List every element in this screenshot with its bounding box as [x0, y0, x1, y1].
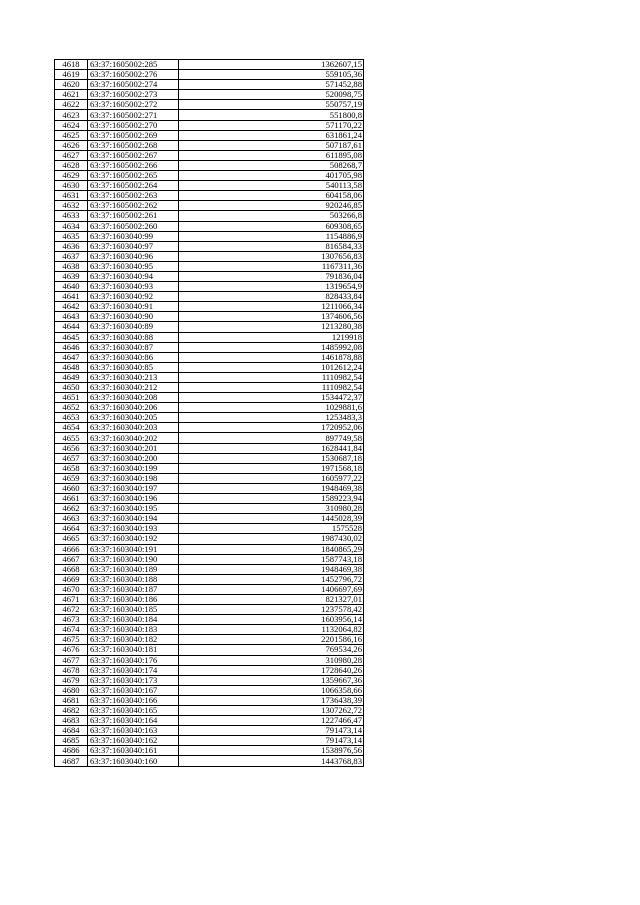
- cadastral-value-cell: 791473,14: [179, 736, 364, 746]
- row-number-cell: 4633: [55, 211, 88, 221]
- cadastral-number-cell: 63:37:1603040:88: [88, 332, 179, 342]
- cadastral-value-cell: 1319654,9: [179, 282, 364, 292]
- cadastral-value-cell: 1167311,36: [179, 261, 364, 271]
- table-row: [55, 726, 364, 736]
- cadastral-value-cell: 1445028,39: [179, 514, 364, 524]
- table-row: [55, 483, 364, 493]
- row-number-cell: 4624: [55, 120, 88, 130]
- table-row: [55, 181, 364, 191]
- row-number-cell: 4679: [55, 675, 88, 685]
- row-number-cell: 4680: [55, 685, 88, 695]
- table-row: [55, 685, 364, 695]
- table-row: [55, 594, 364, 604]
- cadastral-value-cell: 503266,8: [179, 211, 364, 221]
- table-row: [55, 635, 364, 645]
- cadastral-value-cell: 1362607,15: [179, 60, 364, 70]
- cadastral-value-cell: 1987430,02: [179, 534, 364, 544]
- table-row: [55, 393, 364, 403]
- table-row: [55, 150, 364, 160]
- table-row: [55, 453, 364, 463]
- table-row: [55, 433, 364, 443]
- row-number-cell: 4638: [55, 261, 88, 271]
- cadastral-number-cell: 63:37:1603040:184: [88, 615, 179, 625]
- cadastral-value-cell: 550757,19: [179, 100, 364, 110]
- table-body: [55, 60, 364, 767]
- row-number-cell: 4620: [55, 80, 88, 90]
- row-number-cell: 4668: [55, 564, 88, 574]
- cadastral-value-cell: 1948469,38: [179, 483, 364, 493]
- cadastral-value-cell: 1736438,39: [179, 695, 364, 705]
- row-number-cell: 4676: [55, 645, 88, 655]
- table-row: [55, 544, 364, 554]
- cadastral-number-cell: 63:37:1603040:165: [88, 706, 179, 716]
- cadastral-value-cell: 611895,08: [179, 150, 364, 160]
- table-row: [55, 625, 364, 635]
- cadastral-number-cell: 63:37:1603040:96: [88, 251, 179, 261]
- row-number-cell: 4675: [55, 635, 88, 645]
- table-row: [55, 90, 364, 100]
- table-row: [55, 211, 364, 221]
- table-row: [55, 514, 364, 524]
- cadastral-value-cell: 1840865,29: [179, 544, 364, 554]
- row-number-cell: 4639: [55, 271, 88, 281]
- cadastral-value-cell: 1066358,66: [179, 685, 364, 695]
- cadastral-number-cell: 63:37:1605002:267: [88, 150, 179, 160]
- row-number-cell: 4665: [55, 534, 88, 544]
- cadastral-value-cell: 507187,61: [179, 140, 364, 150]
- row-number-cell: 4636: [55, 241, 88, 251]
- cadastral-number-cell: 63:37:1603040:212: [88, 383, 179, 393]
- cadastral-value-cell: 1307656,83: [179, 251, 364, 261]
- cadastral-number-cell: 63:37:1603040:194: [88, 514, 179, 524]
- cadastral-value-cell: 828433,84: [179, 292, 364, 302]
- cadastral-number-cell: 63:37:1603040:208: [88, 393, 179, 403]
- cadastral-value-cell: 1589223,94: [179, 494, 364, 504]
- table-row: [55, 372, 364, 382]
- cadastral-value-cell: 769534,26: [179, 645, 364, 655]
- cadastral-number-cell: 63:37:1605002:269: [88, 130, 179, 140]
- table-row: [55, 201, 364, 211]
- row-number-cell: 4621: [55, 90, 88, 100]
- table-row: [55, 160, 364, 170]
- cadastral-value-cell: 559105,36: [179, 70, 364, 80]
- cadastral-number-cell: 63:37:1603040:92: [88, 292, 179, 302]
- table-row: [55, 282, 364, 292]
- cadastral-value-cell: 1132064,82: [179, 625, 364, 635]
- table-row: [55, 171, 364, 181]
- cadastral-value-cell: 1237578,42: [179, 605, 364, 615]
- cadastral-number-cell: 63:37:1603040:186: [88, 594, 179, 604]
- cadastral-number-cell: 63:37:1605002:261: [88, 211, 179, 221]
- cadastral-value-cell: 791836,04: [179, 271, 364, 281]
- table-row: [55, 716, 364, 726]
- cadastral-value-table: [54, 59, 364, 767]
- cadastral-value-cell: 551800,8: [179, 110, 364, 120]
- row-number-cell: 4619: [55, 70, 88, 80]
- row-number-cell: 4685: [55, 736, 88, 746]
- cadastral-number-cell: 63:37:1603040:195: [88, 504, 179, 514]
- table-row: [55, 584, 364, 594]
- table-row: [55, 564, 364, 574]
- cadastral-value-cell: 1575528: [179, 524, 364, 534]
- cadastral-value-cell: 310980,28: [179, 504, 364, 514]
- cadastral-number-cell: 63:37:1605002:285: [88, 60, 179, 70]
- cadastral-value-cell: 1530687,18: [179, 453, 364, 463]
- table-row: [55, 322, 364, 332]
- cadastral-value-cell: 1253483,3: [179, 413, 364, 423]
- cadastral-number-cell: 63:37:1603040:164: [88, 716, 179, 726]
- cadastral-number-cell: 63:37:1603040:192: [88, 534, 179, 544]
- cadastral-number-cell: 63:37:1603040:167: [88, 685, 179, 695]
- row-number-cell: 4671: [55, 594, 88, 604]
- row-number-cell: 4635: [55, 231, 88, 241]
- cadastral-number-cell: 63:37:1603040:183: [88, 625, 179, 635]
- row-number-cell: 4634: [55, 221, 88, 231]
- row-number-cell: 4641: [55, 292, 88, 302]
- table-row: [55, 615, 364, 625]
- cadastral-value-cell: 1605977,22: [179, 473, 364, 483]
- table-row: [55, 383, 364, 393]
- cadastral-number-cell: 63:37:1603040:185: [88, 605, 179, 615]
- cadastral-value-cell: 1213280,38: [179, 322, 364, 332]
- cadastral-value-cell: 1587743,18: [179, 554, 364, 564]
- cadastral-number-cell: 63:37:1603040:160: [88, 756, 179, 766]
- table-row: [55, 655, 364, 665]
- cadastral-number-cell: 63:37:1603040:86: [88, 352, 179, 362]
- row-number-cell: 4646: [55, 342, 88, 352]
- cadastral-value-cell: 1012612,24: [179, 362, 364, 372]
- table-row: [55, 191, 364, 201]
- table-row: [55, 352, 364, 362]
- table-row: [55, 221, 364, 231]
- cadastral-number-cell: 63:37:1603040:162: [88, 736, 179, 746]
- table-row: [55, 292, 364, 302]
- cadastral-number-cell: 63:37:1603040:201: [88, 443, 179, 453]
- row-number-cell: 4661: [55, 494, 88, 504]
- cadastral-number-cell: 63:37:1603040:200: [88, 453, 179, 463]
- cadastral-value-cell: 1227466,47: [179, 716, 364, 726]
- table-row: [55, 130, 364, 140]
- cadastral-value-cell: 1628441,84: [179, 443, 364, 453]
- table-row: [55, 494, 364, 504]
- cadastral-value-cell: 2201586,16: [179, 635, 364, 645]
- cadastral-number-cell: 63:37:1603040:199: [88, 463, 179, 473]
- row-number-cell: 4645: [55, 332, 88, 342]
- row-number-cell: 4637: [55, 251, 88, 261]
- row-number-cell: 4640: [55, 282, 88, 292]
- cadastral-number-cell: 63:37:1605002:272: [88, 100, 179, 110]
- row-number-cell: 4655: [55, 433, 88, 443]
- cadastral-value-cell: 1971568,18: [179, 463, 364, 473]
- row-number-cell: 4623: [55, 110, 88, 120]
- cadastral-value-cell: 1538976,56: [179, 746, 364, 756]
- table-row: [55, 140, 364, 150]
- cadastral-number-cell: 63:37:1605002:264: [88, 181, 179, 191]
- cadastral-number-cell: 63:37:1603040:206: [88, 403, 179, 413]
- row-number-cell: 4659: [55, 473, 88, 483]
- cadastral-value-cell: 1720952,06: [179, 423, 364, 433]
- row-number-cell: 4631: [55, 191, 88, 201]
- cadastral-value-cell: 816584,33: [179, 241, 364, 251]
- cadastral-number-cell: 63:37:1603040:197: [88, 483, 179, 493]
- row-number-cell: 4660: [55, 483, 88, 493]
- row-number-cell: 4682: [55, 706, 88, 716]
- cadastral-value-cell: 1307262,72: [179, 706, 364, 716]
- row-number-cell: 4653: [55, 413, 88, 423]
- cadastral-value-cell: 791473,14: [179, 726, 364, 736]
- cadastral-number-cell: 63:37:1603040:202: [88, 433, 179, 443]
- cadastral-number-cell: 63:37:1605002:271: [88, 110, 179, 120]
- table-row: [55, 312, 364, 322]
- table-row: [55, 403, 364, 413]
- cadastral-value-cell: 1603956,14: [179, 615, 364, 625]
- cadastral-number-cell: 63:37:1603040:181: [88, 645, 179, 655]
- row-number-cell: 4672: [55, 605, 88, 615]
- cadastral-value-cell: 310980,28: [179, 655, 364, 665]
- cadastral-number-cell: 63:37:1603040:94: [88, 271, 179, 281]
- cadastral-number-cell: 63:37:1603040:161: [88, 746, 179, 756]
- table-row: [55, 362, 364, 372]
- table-row: [55, 675, 364, 685]
- cadastral-value-cell: 1485992,08: [179, 342, 364, 352]
- cadastral-number-cell: 63:37:1603040:190: [88, 554, 179, 564]
- cadastral-value-cell: 1406697,69: [179, 584, 364, 594]
- cadastral-number-cell: 63:37:1605002:276: [88, 70, 179, 80]
- row-number-cell: 4626: [55, 140, 88, 150]
- row-number-cell: 4662: [55, 504, 88, 514]
- table-row: [55, 504, 364, 514]
- cadastral-value-cell: 1219918: [179, 332, 364, 342]
- table-row: [55, 271, 364, 281]
- cadastral-number-cell: 63:37:1603040:188: [88, 574, 179, 584]
- row-number-cell: 4670: [55, 584, 88, 594]
- cadastral-number-cell: 63:37:1605002:273: [88, 90, 179, 100]
- row-number-cell: 4628: [55, 160, 88, 170]
- cadastral-value-cell: 508268,7: [179, 160, 364, 170]
- cadastral-value-cell: 520098,75: [179, 90, 364, 100]
- table-row: [55, 342, 364, 352]
- row-number-cell: 4658: [55, 463, 88, 473]
- cadastral-number-cell: 63:37:1605002:263: [88, 191, 179, 201]
- cadastral-number-cell: 63:37:1605002:274: [88, 80, 179, 90]
- row-number-cell: 4650: [55, 383, 88, 393]
- table-row: [55, 413, 364, 423]
- cadastral-number-cell: 63:37:1603040:174: [88, 665, 179, 675]
- cadastral-value-cell: 571452,88: [179, 80, 364, 90]
- row-number-cell: 4657: [55, 453, 88, 463]
- cadastral-number-cell: 63:37:1603040:198: [88, 473, 179, 483]
- cadastral-value-cell: 920246,85: [179, 201, 364, 211]
- cadastral-value-cell: 1728640,26: [179, 665, 364, 675]
- row-number-cell: 4627: [55, 150, 88, 160]
- cadastral-number-cell: 63:37:1603040:189: [88, 564, 179, 574]
- row-number-cell: 4632: [55, 201, 88, 211]
- cadastral-value-cell: 1534472,37: [179, 393, 364, 403]
- row-number-cell: 4652: [55, 403, 88, 413]
- cadastral-value-cell: 897749,58: [179, 433, 364, 443]
- table-row: [55, 423, 364, 433]
- cadastral-value-cell: 1211066,34: [179, 302, 364, 312]
- row-number-cell: 4622: [55, 100, 88, 110]
- row-number-cell: 4648: [55, 362, 88, 372]
- table-row: [55, 261, 364, 271]
- row-number-cell: 4687: [55, 756, 88, 766]
- cadastral-number-cell: 63:37:1603040:163: [88, 726, 179, 736]
- cadastral-number-cell: 63:37:1603040:85: [88, 362, 179, 372]
- row-number-cell: 4629: [55, 171, 88, 181]
- table-row: [55, 746, 364, 756]
- cadastral-number-cell: 63:37:1605002:260: [88, 221, 179, 231]
- cadastral-number-cell: 63:37:1605002:268: [88, 140, 179, 150]
- cadastral-value-cell: 604158,06: [179, 191, 364, 201]
- cadastral-number-cell: 63:37:1603040:205: [88, 413, 179, 423]
- row-number-cell: 4656: [55, 443, 88, 453]
- row-number-cell: 4677: [55, 655, 88, 665]
- row-number-cell: 4663: [55, 514, 88, 524]
- row-number-cell: 4654: [55, 423, 88, 433]
- table-row: [55, 534, 364, 544]
- table-row: [55, 463, 364, 473]
- cadastral-number-cell: 63:37:1605002:270: [88, 120, 179, 130]
- cadastral-number-cell: 63:37:1603040:213: [88, 372, 179, 382]
- cadastral-number-cell: 63:37:1603040:95: [88, 261, 179, 271]
- table-row: [55, 110, 364, 120]
- row-number-cell: 4684: [55, 726, 88, 736]
- cadastral-value-cell: 1110982,54: [179, 383, 364, 393]
- cadastral-value-cell: 1461878,88: [179, 352, 364, 362]
- cadastral-value-cell: 609308,65: [179, 221, 364, 231]
- cadastral-value-cell: 401705,98: [179, 171, 364, 181]
- row-number-cell: 4681: [55, 695, 88, 705]
- row-number-cell: 4686: [55, 746, 88, 756]
- row-number-cell: 4651: [55, 393, 88, 403]
- row-number-cell: 4666: [55, 544, 88, 554]
- table-row: [55, 80, 364, 90]
- row-number-cell: 4673: [55, 615, 88, 625]
- cadastral-value-cell: 1029881,6: [179, 403, 364, 413]
- table-row: [55, 574, 364, 584]
- cadastral-value-cell: 1443768,83: [179, 756, 364, 766]
- cadastral-number-cell: 63:37:1603040:99: [88, 231, 179, 241]
- table-row: [55, 736, 364, 746]
- cadastral-value-cell: 821327,01: [179, 594, 364, 604]
- row-number-cell: 4667: [55, 554, 88, 564]
- row-number-cell: 4664: [55, 524, 88, 534]
- cadastral-value-cell: 1110982,54: [179, 372, 364, 382]
- cadastral-number-cell: 63:37:1603040:193: [88, 524, 179, 534]
- cadastral-number-cell: 63:37:1605002:262: [88, 201, 179, 211]
- row-number-cell: 4642: [55, 302, 88, 312]
- cadastral-number-cell: 63:37:1603040:87: [88, 342, 179, 352]
- cadastral-value-cell: 631861,24: [179, 130, 364, 140]
- cadastral-number-cell: 63:37:1603040:182: [88, 635, 179, 645]
- table-row: [55, 524, 364, 534]
- cadastral-number-cell: 63:37:1603040:89: [88, 322, 179, 332]
- row-number-cell: 4669: [55, 574, 88, 584]
- table-row: [55, 473, 364, 483]
- row-number-cell: 4683: [55, 716, 88, 726]
- table-row: [55, 695, 364, 705]
- table-row: [55, 665, 364, 675]
- cadastral-number-cell: 63:37:1603040:97: [88, 241, 179, 251]
- cadastral-value-cell: 1374606,56: [179, 312, 364, 322]
- table-row: [55, 241, 364, 251]
- table-row: [55, 605, 364, 615]
- table-row: [55, 443, 364, 453]
- table-row: [55, 231, 364, 241]
- row-number-cell: 4644: [55, 322, 88, 332]
- table-row: [55, 706, 364, 716]
- table-row: [55, 100, 364, 110]
- cadastral-value-cell: 1359667,36: [179, 675, 364, 685]
- cadastral-value-cell: 1452796,72: [179, 574, 364, 584]
- row-number-cell: 4674: [55, 625, 88, 635]
- table-row: [55, 332, 364, 342]
- cadastral-number-cell: 63:37:1603040:91: [88, 302, 179, 312]
- row-number-cell: 4649: [55, 372, 88, 382]
- cadastral-number-cell: 63:37:1603040:196: [88, 494, 179, 504]
- cadastral-value-cell: 540113,58: [179, 181, 364, 191]
- cadastral-number-cell: 63:37:1603040:93: [88, 282, 179, 292]
- row-number-cell: 4618: [55, 60, 88, 70]
- cadastral-number-cell: 63:37:1605002:266: [88, 160, 179, 170]
- cadastral-number-cell: 63:37:1603040:166: [88, 695, 179, 705]
- row-number-cell: 4678: [55, 665, 88, 675]
- cadastral-value-cell: 571170,22: [179, 120, 364, 130]
- row-number-cell: 4647: [55, 352, 88, 362]
- table-row: [55, 554, 364, 564]
- row-number-cell: 4630: [55, 181, 88, 191]
- cadastral-value-cell: 1948469,38: [179, 564, 364, 574]
- cadastral-number-cell: 63:37:1603040:90: [88, 312, 179, 322]
- table-row: [55, 302, 364, 312]
- table-row: [55, 645, 364, 655]
- cadastral-number-cell: 63:37:1603040:203: [88, 423, 179, 433]
- table-row: [55, 120, 364, 130]
- cadastral-number-cell: 63:37:1603040:176: [88, 655, 179, 665]
- cadastral-value-cell: 1154886,9: [179, 231, 364, 241]
- cadastral-number-cell: 63:37:1603040:173: [88, 675, 179, 685]
- cadastral-number-cell: 63:37:1603040:187: [88, 584, 179, 594]
- table-row: [55, 251, 364, 261]
- table-row: [55, 70, 364, 80]
- table-row: [55, 756, 364, 766]
- row-number-cell: 4643: [55, 312, 88, 322]
- cadastral-number-cell: 63:37:1603040:191: [88, 544, 179, 554]
- table-row: [55, 60, 364, 70]
- row-number-cell: 4625: [55, 130, 88, 140]
- cadastral-number-cell: 63:37:1605002:265: [88, 171, 179, 181]
